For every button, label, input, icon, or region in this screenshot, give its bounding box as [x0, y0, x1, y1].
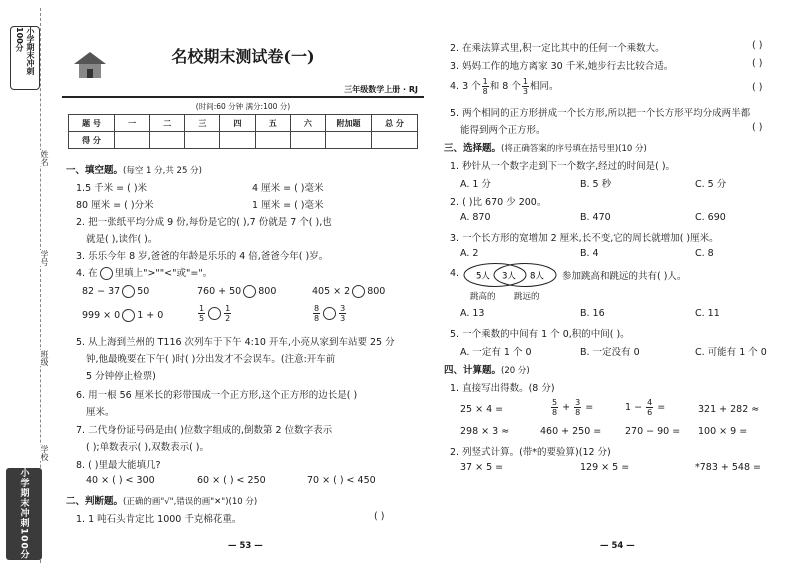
- numerator: 1: [199, 304, 205, 313]
- exam-title: 名校期末测试卷(一): [171, 47, 315, 66]
- time-score-line: (时间:60 分钟 满分:100 分): [195, 102, 291, 111]
- score-cell[interactable]: [372, 132, 418, 149]
- compare-circle[interactable]: [122, 285, 135, 298]
- venn-right-count: 8人: [530, 271, 544, 282]
- calc-item: 25 × 4 =: [460, 404, 504, 415]
- calc-item: 298 × 3 ≈: [460, 426, 510, 437]
- compare-right: 1 + 0: [137, 310, 164, 321]
- page-53: [62, 0, 424, 571]
- judge-3: 3. 妈妈工作的地方离家 30 千米,她步行去比较合适。: [450, 61, 674, 72]
- section-note: (20 分): [501, 366, 530, 376]
- equals: =: [585, 402, 594, 413]
- choice-option[interactable]: B. 470: [580, 212, 611, 223]
- class-label: 班级: [30, 350, 50, 366]
- choice-option[interactable]: A. 13: [460, 308, 485, 319]
- calc-item: [625, 398, 665, 417]
- question-8c: 70 × ( ) < 450: [307, 475, 376, 486]
- numerator: 1: [482, 77, 488, 86]
- question-8b: 60 × ( ) < 250: [197, 475, 266, 486]
- question-2b: 就是( ),读作( )。: [86, 234, 158, 245]
- compare-6: [312, 304, 347, 323]
- choice-option[interactable]: C. 8: [695, 248, 714, 259]
- question-5c: 5 分钟停止检票): [86, 371, 156, 382]
- answer-bracket[interactable]: ( ): [752, 122, 763, 133]
- choice-option[interactable]: B. 5 秒: [580, 179, 612, 190]
- denominator: 5: [199, 314, 205, 323]
- venn-high-jump-circle: [464, 264, 526, 287]
- section-title: 三、选择题。: [444, 143, 502, 154]
- page-number: — 53 —: [228, 541, 263, 551]
- binding-strip: [0, 0, 58, 571]
- fraction: [198, 304, 205, 323]
- numerator: 5: [552, 398, 558, 407]
- numerator: 4: [647, 398, 653, 407]
- numerator: 1: [225, 304, 231, 313]
- denominator: 8: [482, 87, 488, 96]
- fraction: [646, 398, 653, 417]
- compare-circle[interactable]: [122, 309, 135, 322]
- score-cell[interactable]: [220, 132, 255, 149]
- choice-option[interactable]: A. 1 分: [460, 179, 491, 190]
- score-header-cell: 三: [185, 115, 220, 132]
- score-header-cell: 总 分: [372, 115, 418, 132]
- numerator: 1: [522, 77, 528, 86]
- question-7b: ( );单数表示( ),双数表示( )。: [86, 442, 210, 453]
- choice-option[interactable]: A. 870: [460, 212, 491, 223]
- calc-1-heading: 1. 直接写出得数。(8 分): [450, 383, 555, 394]
- brand-badge-top: 小学期末冲刺100分: [10, 26, 40, 90]
- score-value-row: [69, 132, 418, 149]
- question-1c: 80 厘米 = ( )分米: [76, 200, 154, 211]
- answer-bracket[interactable]: ( ): [752, 58, 763, 69]
- section-true-false: [66, 493, 257, 507]
- fraction: [482, 77, 489, 96]
- denominator: 3: [522, 87, 528, 96]
- compare-left: 760 + 50: [197, 286, 242, 297]
- venn-label-long-jump: 跳远的: [514, 292, 540, 302]
- score-table: [68, 114, 418, 149]
- calc-2-heading: 2. 列竖式计算。(带*的要验算)(12 分): [450, 447, 611, 458]
- choice-option[interactable]: A. 2: [460, 248, 479, 259]
- compare-right: 50: [137, 286, 150, 297]
- score-header-cell: 四: [220, 115, 255, 132]
- venn-left-count: 5人: [476, 271, 490, 282]
- choice-option[interactable]: B. 4: [580, 248, 599, 259]
- question-3: 3. 乐乐今年 8 岁,爸爸的年龄是乐乐的 4 倍,爸爸今年( )岁。: [76, 251, 329, 262]
- choice-option[interactable]: C. 5 分: [695, 179, 727, 190]
- fraction: [224, 304, 231, 323]
- fraction: [551, 398, 558, 417]
- section-note: (正确的画"√",错误的画"✕")(10 分): [123, 497, 258, 507]
- page-54: [440, 0, 796, 571]
- score-header-cell: 一: [115, 115, 150, 132]
- question-8: 8. ( )里最大能填几?: [76, 460, 161, 471]
- title-rule: [62, 96, 424, 98]
- question-1d: 1 厘米 = ( )毫米: [252, 200, 324, 211]
- score-header-cell: 二: [150, 115, 185, 132]
- section-title: 二、判断题。: [66, 496, 124, 507]
- question-4: [76, 265, 212, 280]
- equals: =: [657, 402, 666, 413]
- choice-option[interactable]: C. 11: [695, 308, 720, 319]
- vertical-calc-item: 129 × 5 =: [580, 462, 630, 473]
- score-header-cell: 题 号: [69, 115, 115, 132]
- question-5a: 5. 从上海到兰州的 T116 次列车于下午 4:10 开车,小亮从家到车站要 25 分: [76, 337, 395, 348]
- vertical-calc-item: *783 + 548 =: [695, 462, 761, 473]
- calc-item: 100 × 9 =: [698, 426, 748, 437]
- fraction: [313, 304, 320, 323]
- school-label: 学校: [30, 445, 50, 461]
- denominator: 3: [340, 314, 346, 323]
- question-6a: 6. 用一根 56 厘米长的彩带围成一个正方形,这个正方形的边长是( ): [76, 390, 358, 401]
- compare-circle[interactable]: [243, 285, 256, 298]
- denominator: 8: [314, 314, 320, 323]
- j4-part: 和 8 个: [489, 81, 521, 92]
- choice-option[interactable]: B. 16: [580, 308, 605, 319]
- question-8a: 40 × ( ) < 300: [86, 475, 155, 486]
- choice-option[interactable]: C. 690: [695, 212, 726, 223]
- choice-2: 2. ( )比 670 少 200。: [450, 197, 547, 208]
- score-cell[interactable]: [150, 132, 185, 149]
- choice-4: 参加跳高和跳远的共有( )人。: [562, 271, 687, 282]
- question-2a: 2. 把一张纸平均分成 9 份,每份是它的( ),7 份就是 7 个( ),也: [76, 217, 332, 228]
- judge-2: 2. 在乘法算式里,积一定比其中的任何一个乘数大。: [450, 43, 665, 54]
- fraction: [522, 77, 529, 96]
- section-choice: [444, 140, 647, 154]
- question-6b: 厘米。: [86, 407, 115, 418]
- score-row-label: 得 分: [69, 132, 115, 149]
- section-note: (将正确答案的序号填在括号里)(10 分): [501, 144, 647, 154]
- q4-prefix: 4. 在: [76, 268, 98, 279]
- score-cell[interactable]: [290, 132, 325, 149]
- choice-5: 5. 一个乘数的中间有 1 个 0,积的中间( )。: [450, 329, 630, 340]
- operand: 1 −: [625, 402, 643, 413]
- compare-right: 800: [258, 286, 277, 297]
- page-number: — 54 —: [600, 541, 635, 551]
- score-header-cell: 附加题: [326, 115, 372, 132]
- question-1a: 1.5 千米 = ( )米: [76, 183, 148, 194]
- choice-option[interactable]: A. 一定有 1 个 0: [460, 347, 532, 358]
- compare-4: [82, 309, 163, 322]
- compare-left: 82 − 37: [82, 286, 121, 297]
- compare-left: 405 × 2: [312, 286, 351, 297]
- numerator: 8: [314, 304, 320, 313]
- choice-option[interactable]: B. 一定没有 0: [580, 347, 640, 358]
- choice-option[interactable]: C. 可能有 1 个 0: [695, 347, 767, 358]
- vertical-calc-item: 37 × 5 =: [460, 462, 504, 473]
- denominator: 8: [575, 408, 581, 417]
- answer-bracket[interactable]: ( ): [374, 511, 385, 522]
- choice-4-number: 4.: [450, 268, 460, 279]
- compare-circle[interactable]: [208, 307, 221, 320]
- circle-blank-icon: [100, 267, 113, 280]
- denominator: 6: [647, 408, 653, 417]
- brand-badge-bottom: 小学期末冲刺100分: [6, 468, 42, 560]
- question-1b: 4 厘米 = ( )毫米: [252, 183, 324, 194]
- section-title: 一、填空题。: [66, 165, 124, 176]
- fraction: [574, 398, 581, 417]
- score-cell[interactable]: [115, 132, 150, 149]
- numerator: 3: [340, 304, 346, 313]
- denominator: 8: [552, 408, 558, 417]
- section-note: (每空 1 分,共 25 分): [123, 166, 202, 176]
- denominator: 2: [225, 314, 231, 323]
- question-7a: 7. 二代身份证号码是由( )位数字组成的,倒数第 2 位数字表示: [76, 425, 333, 436]
- j4-part: 4. 3 个: [450, 81, 481, 92]
- compare-left: 999 × 0: [82, 310, 121, 321]
- venn-overlap-count: 3人: [502, 271, 516, 282]
- compare-circle[interactable]: [323, 307, 336, 320]
- compare-right: 800: [367, 286, 386, 297]
- question-5b: 钟,他最晚要在下午( )时( )分出发才不会误车。(注意:开车前: [86, 354, 336, 365]
- compare-3: [312, 285, 385, 298]
- compare-5: [197, 304, 232, 323]
- section-calculation: [444, 362, 530, 376]
- fraction: [339, 304, 346, 323]
- venn-label-high-jump: 跳高的: [470, 292, 496, 302]
- section-fill-blank: [66, 162, 202, 176]
- subject-tag: 三年级数学上册 · RJ: [344, 85, 418, 94]
- choice-1: 1. 秒针从一个数字走到下一个数字,经过的时间是( )。: [450, 161, 676, 172]
- judge-5a: 5. 两个相同的正方形拼成一个长方形,所以把一个长方形平均分成两半都: [450, 108, 751, 119]
- j4-part: 相同。: [529, 81, 559, 92]
- score-cell[interactable]: [255, 132, 290, 149]
- choice-3: 3. 一个长方形的宽增加 2 厘米,长不变,它的周长就增加( )厘米。: [450, 233, 719, 244]
- score-header-cell: 五: [255, 115, 290, 132]
- judge-4: [450, 77, 558, 96]
- calc-item: 460 + 250 =: [540, 426, 602, 437]
- calc-item: [550, 398, 593, 417]
- operator: +: [562, 402, 571, 413]
- calc-item: 270 − 90 =: [625, 426, 681, 437]
- compare-2: [197, 285, 276, 298]
- q4-suffix: 里填上">""<"或"="。: [114, 268, 213, 279]
- score-header-row: [69, 115, 418, 132]
- venn-diagram: [462, 262, 558, 288]
- calc-item: 321 + 282 ≈: [698, 404, 760, 415]
- section-title: 四、计算题。: [444, 365, 502, 376]
- judge-1: 1. 1 吨石头肯定比 1000 千克棉花重。: [76, 514, 242, 525]
- answer-bracket[interactable]: ( ): [752, 82, 763, 93]
- numerator: 3: [575, 398, 581, 407]
- answer-bracket[interactable]: ( ): [752, 40, 763, 51]
- score-header-cell: 六: [290, 115, 325, 132]
- student-id-label: 学号: [30, 250, 50, 266]
- compare-circle[interactable]: [352, 285, 365, 298]
- compare-1: [82, 285, 149, 298]
- name-label: 姓名: [30, 150, 50, 166]
- judge-5b: 能得到两个正方形。: [460, 125, 546, 136]
- score-cell[interactable]: [185, 132, 220, 149]
- score-cell[interactable]: [326, 132, 372, 149]
